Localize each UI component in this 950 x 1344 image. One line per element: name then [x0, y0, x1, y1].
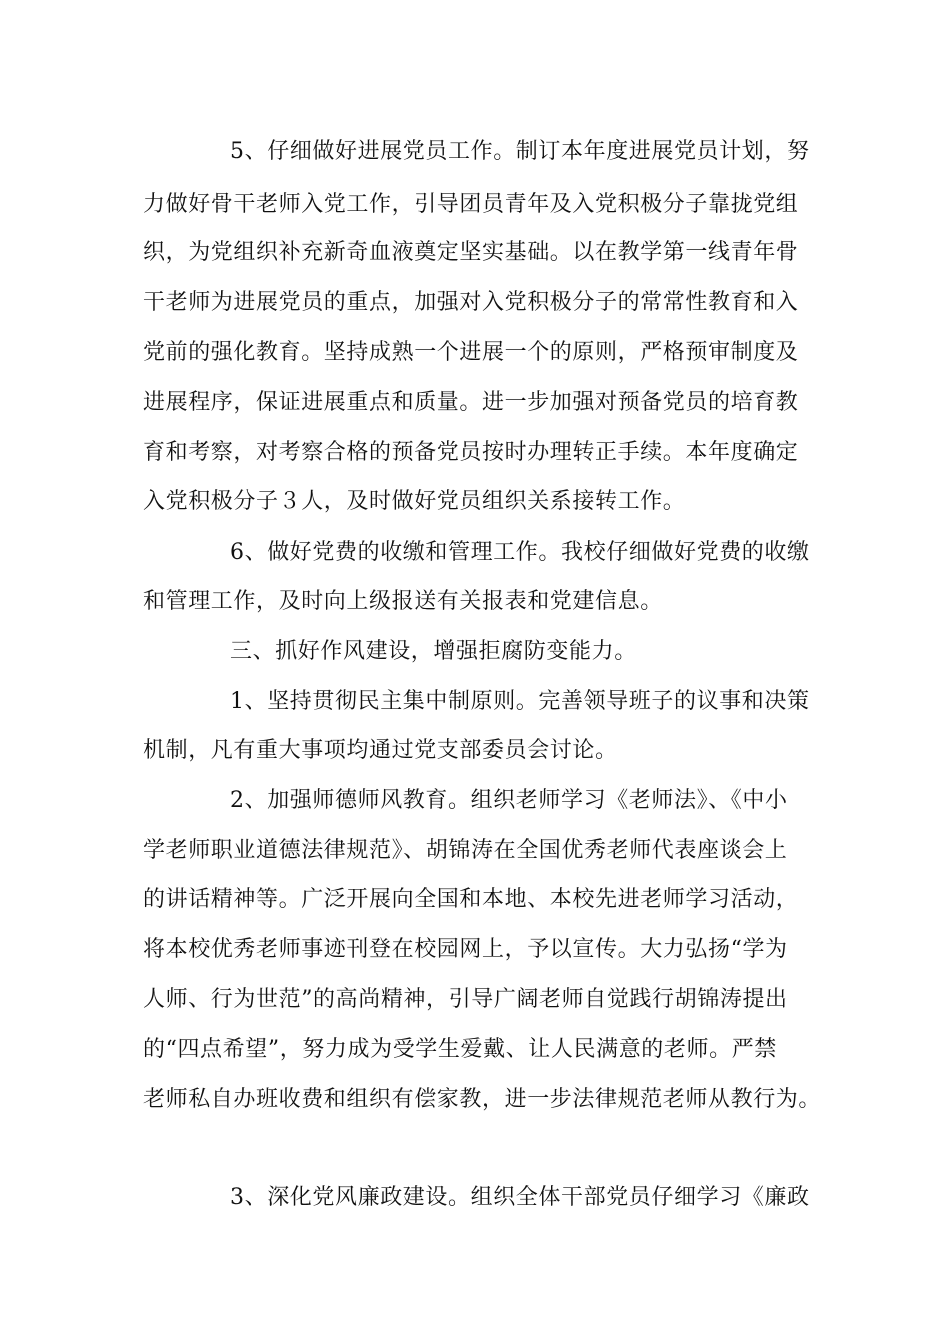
text-line: 人师、行为世范”的高尚精神，引导广阔老师自觉践行胡锦涛提出 [143, 987, 788, 1012]
text-line: 将本校优秀老师事迹刊登在校园网上，予以宣传。大力弘扬“学为 [143, 937, 788, 962]
text-line: 育和考察，对考察合格的预备党员按时办理转正手续。本年度确定 [143, 440, 799, 465]
section-heading: 三、抓好作风建设，增强拒腐防变能力。 [230, 639, 637, 664]
text-line: 进展程序，保证进展重点和质量。进一步加强对预备党员的培育教 [143, 390, 799, 415]
text-line: 学老师职业道德法律规范》、胡锦涛在全国优秀老师代表座谈会上 [143, 838, 788, 863]
text-line: 2、加强师德师风教育。组织老师学习《老师法》、《中小 [230, 788, 788, 813]
text-line: 和管理工作，及时向上级报送有关报表和党建信息。 [143, 589, 663, 614]
text-line: 干老师为进展党员的重点，加强对入党积极分子的常常性教育和入 [143, 290, 799, 315]
text-line: 老师私自办班收费和组织有偿家教，进一步法律规范老师从教行为。 [143, 1087, 822, 1112]
text-line: 6、做好党费的收缴和管理工作。我校仔细做好党费的收缴 [230, 540, 810, 565]
text-line: 党前的强化教育。坚持成熟一个进展一个的原则，严格预审制度及 [143, 340, 799, 365]
text-line: 的“四点希望”，努力成为受学生爱戴、让人民满意的老师。严禁 [143, 1037, 777, 1062]
text-line: 5、仔细做好进展党员工作。制订本年度进展党员计划，努 [230, 139, 810, 164]
text-line: 3、深化党风廉政建设。组织全体干部党员仔细学习《廉政 [230, 1185, 810, 1210]
text-line: 机制，凡有重大事项均通过党支部委员会讨论。 [143, 738, 618, 763]
text-line: 的讲话精神等。广泛开展向全国和本地、本校先进老师学习活动， [143, 887, 799, 912]
text-line: 织，为党组织补充新奇血液奠定坚实基础。以在教学第一线青年骨 [143, 240, 799, 265]
text-line: 入党积极分子３人，及时做好党员组织关系接转工作。 [143, 489, 686, 514]
text-line: 1、坚持贯彻民主集中制原则。完善领导班子的议事和决策 [230, 689, 810, 714]
text-line: 力做好骨干老师入党工作，引导团员青年及入党积极分子靠拢党组 [143, 192, 799, 217]
